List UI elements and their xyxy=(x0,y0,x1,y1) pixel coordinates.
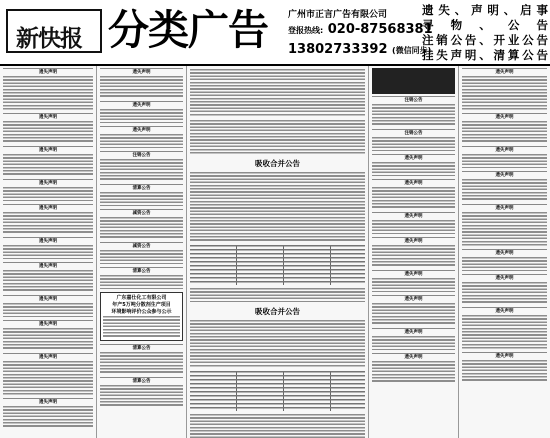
ad-title: 清算公告 xyxy=(132,269,151,274)
ad-body xyxy=(100,76,183,98)
classified-ad xyxy=(3,179,93,201)
ad-title: 遗失声明 xyxy=(132,103,151,108)
ad-body xyxy=(372,137,455,151)
classified-ad xyxy=(100,126,183,148)
ad-title: 减资公告 xyxy=(132,244,151,249)
ad-body xyxy=(462,179,547,201)
ad-title: 遗失声明 xyxy=(39,297,57,302)
ad-body xyxy=(372,245,455,267)
classified-ad xyxy=(462,352,547,382)
notice-line: 广东嘉仕化工有限公司 xyxy=(116,295,167,301)
classified-ad xyxy=(372,328,455,350)
ad-column-4 xyxy=(368,66,458,438)
classified-ad xyxy=(100,344,183,374)
classified-ad xyxy=(3,237,93,259)
ad-body xyxy=(3,76,93,110)
ad-column-2 xyxy=(96,66,186,438)
section-title: 分类广告 xyxy=(108,6,268,54)
classified-ad xyxy=(100,151,183,181)
newspaper-logo xyxy=(6,9,102,53)
category-line: 寻物、公告 xyxy=(422,18,548,32)
ad-body xyxy=(3,245,93,259)
ad-body xyxy=(372,104,455,126)
category-line: 注销公告、开业公告 xyxy=(422,33,548,47)
ad-title: 遗失声明 xyxy=(495,70,514,75)
ad-body xyxy=(462,257,547,271)
ad-body xyxy=(100,109,183,123)
ad-title: 遗失声明 xyxy=(39,115,57,120)
ad-body xyxy=(462,76,547,110)
ad-title: 遗失声明 xyxy=(132,70,151,75)
ad-title: 遗失声明 xyxy=(495,173,514,178)
ad-body xyxy=(100,385,183,407)
ad-body xyxy=(372,361,455,383)
ad-title: 遗失声明 xyxy=(39,239,57,244)
ad-body xyxy=(372,187,455,209)
classified-ad xyxy=(100,184,183,206)
ad-body xyxy=(3,121,93,143)
merger-notice-heading: 吸收合并公告 xyxy=(255,307,300,316)
ad-title: 遗失声明 xyxy=(404,272,423,277)
ad-body xyxy=(190,414,365,438)
ad-title: 遗失声明 xyxy=(495,206,514,211)
classified-ad xyxy=(462,307,547,349)
ad-title: 遗失声明 xyxy=(495,148,514,153)
ad-body xyxy=(3,303,93,317)
ad-body xyxy=(3,270,93,292)
classified-ad xyxy=(3,398,93,428)
ad-body xyxy=(462,154,547,168)
classified-ad xyxy=(3,320,93,350)
classified-ad xyxy=(3,146,93,176)
ad-title: 遗失声明 xyxy=(404,239,423,244)
merger-table xyxy=(190,245,365,285)
ad-body xyxy=(103,316,180,338)
classified-ad xyxy=(100,68,183,98)
classified-ad xyxy=(462,171,547,201)
ad-title: 注销公告 xyxy=(404,131,423,136)
ad-title: 遗失声明 xyxy=(404,330,423,335)
classified-ad xyxy=(372,270,455,292)
ad-body xyxy=(3,406,93,428)
ad-body xyxy=(462,282,547,304)
ad-title: 遗失声明 xyxy=(404,181,423,186)
ad-title: 遗失声明 xyxy=(39,70,57,75)
classified-ad xyxy=(462,204,547,246)
ad-body xyxy=(3,361,93,395)
classified-ad xyxy=(100,267,183,289)
ad-title: 清算公告 xyxy=(132,379,151,384)
classified-ad xyxy=(3,353,93,395)
merger-table xyxy=(190,371,365,411)
classified-ad xyxy=(372,212,455,234)
eia-notice-box xyxy=(100,292,183,341)
ad-title: 遗失声明 xyxy=(404,355,423,360)
ad-title: 遗失声明 xyxy=(495,309,514,314)
classified-ad xyxy=(3,295,93,317)
ad-body xyxy=(372,278,455,292)
classified-ad xyxy=(372,295,455,325)
ad-title: 遗失声明 xyxy=(404,297,423,302)
ad-categories xyxy=(422,3,548,63)
ad-title: 遗失声明 xyxy=(39,181,57,186)
category-line: 挂失声明、清算公告 xyxy=(422,48,548,62)
classified-ad xyxy=(372,179,455,209)
ad-title: 注销公告 xyxy=(132,153,151,158)
notice-line: 环境影响评价公众参与公示 xyxy=(111,309,172,315)
ad-title: 遗失声明 xyxy=(495,276,514,281)
ad-body xyxy=(3,328,93,350)
ad-body xyxy=(372,162,455,176)
mobile-line xyxy=(288,42,431,57)
ad-body xyxy=(372,336,455,350)
classified-ad xyxy=(372,129,455,151)
classified-ad xyxy=(462,274,547,304)
classified-ad xyxy=(462,113,547,143)
notice-line: 年产5万吨分散剂生产项目 xyxy=(112,302,171,308)
category-line: 遗失、声明、启事 xyxy=(422,3,548,17)
ad-title: 遗失声明 xyxy=(39,206,57,211)
ad-body xyxy=(100,192,183,206)
classified-ad xyxy=(3,113,93,143)
ad-body xyxy=(190,172,365,242)
ad-title: 清算公告 xyxy=(132,186,151,191)
ad-title: 遗失声明 xyxy=(495,251,514,256)
mobile-number: 13802733392 xyxy=(288,42,388,57)
merger-notice-heading: 吸收合并公告 xyxy=(255,159,300,168)
ad-body xyxy=(462,212,547,246)
ad-body xyxy=(190,320,365,368)
ad-title: 遗失声明 xyxy=(39,355,57,360)
classified-ad xyxy=(462,68,547,110)
company-name: 广州市正言广告有限公司 xyxy=(288,10,388,20)
ad-title: 遗失声明 xyxy=(404,156,423,161)
ad-body xyxy=(3,154,93,176)
ad-title: 注销公告 xyxy=(404,98,423,103)
ad-body xyxy=(462,315,547,349)
ad-section-header xyxy=(0,0,550,66)
classified-ad xyxy=(100,377,183,407)
classified-ad xyxy=(100,209,183,239)
ad-body xyxy=(100,134,183,148)
hotline-number: 020-87568381 xyxy=(327,22,433,37)
ad-body xyxy=(100,217,183,239)
ad-title: 遗失声明 xyxy=(39,264,57,269)
classified-ad xyxy=(372,154,455,176)
ad-body xyxy=(372,220,455,234)
ad-body xyxy=(462,360,547,382)
ad-title: 减资公告 xyxy=(132,211,151,216)
classified-ad xyxy=(462,146,547,168)
ad-body xyxy=(3,187,93,201)
ad-title: 遗失声明 xyxy=(39,322,57,327)
ad-title: 遗失声明 xyxy=(495,115,514,120)
ad-body xyxy=(190,288,365,302)
classified-ad xyxy=(372,237,455,267)
ad-body xyxy=(190,120,365,154)
mobile-note: (微信同步) xyxy=(392,46,432,55)
classified-ad xyxy=(372,96,455,126)
classified-ad xyxy=(100,101,183,123)
ad-body xyxy=(190,69,365,117)
ad-title: 清算公告 xyxy=(132,346,151,351)
ad-column-3 xyxy=(186,66,368,438)
dark-ad-block xyxy=(372,68,455,94)
hotline-label: 登报热线: xyxy=(288,26,324,35)
ad-body xyxy=(100,352,183,374)
ad-body xyxy=(462,121,547,143)
classified-ad xyxy=(3,68,93,110)
classified-ad xyxy=(372,353,455,383)
hotline xyxy=(288,22,433,37)
ad-body xyxy=(3,212,93,234)
classified-ad xyxy=(462,249,547,271)
classified-ad xyxy=(3,262,93,292)
ad-title: 遗失声明 xyxy=(404,214,423,219)
ad-title: 遗失声明 xyxy=(132,128,151,133)
classified-ad xyxy=(3,204,93,234)
ad-columns xyxy=(0,66,550,438)
logo-text: 新快报 xyxy=(16,25,82,52)
ad-column-1 xyxy=(0,66,96,438)
ad-title: 遗失声明 xyxy=(495,354,514,359)
ad-title: 遗失声明 xyxy=(39,400,57,405)
ad-column-5 xyxy=(458,66,550,438)
ad-body xyxy=(100,250,183,264)
ad-title: 遗失声明 xyxy=(39,148,57,153)
ad-body xyxy=(372,303,455,325)
ad-body xyxy=(100,275,183,289)
classified-ad xyxy=(100,242,183,264)
ad-body xyxy=(100,159,183,181)
